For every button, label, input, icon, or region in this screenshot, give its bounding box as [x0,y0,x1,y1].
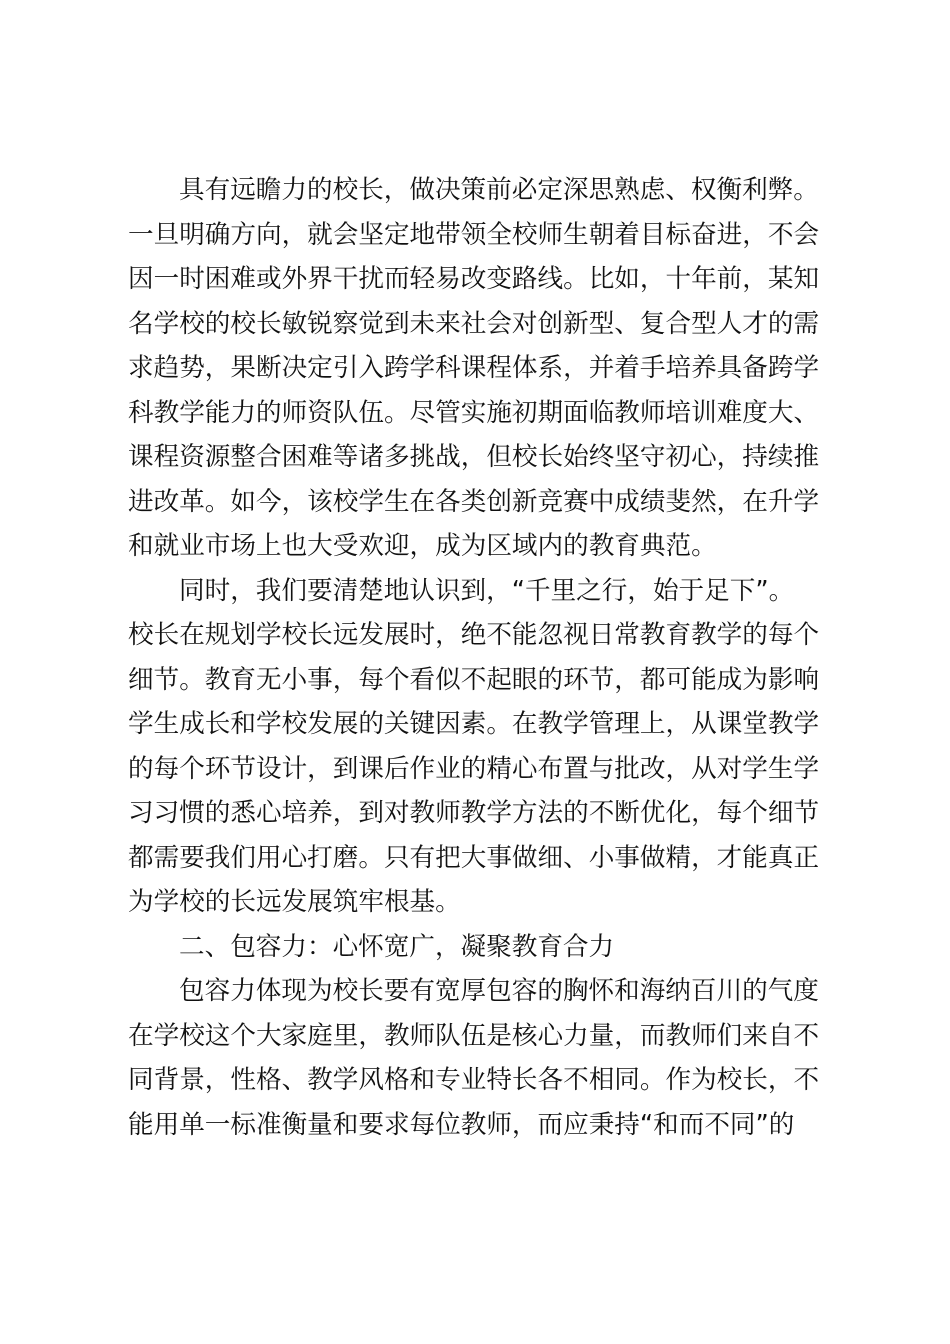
text-line: 具有远瞻力的校长，做决策前必定深思熟虑、权衡利弊。 [179,175,819,205]
text-line: 同时，我们要清楚地认识到，“千里之行，始于足下”。 [179,575,795,606]
text-line: 为学校的长远发展筑牢根基。 [128,887,461,917]
text-line: 校长在规划学校长远发展时，绝不能忽视日常教育教学的每个 [128,620,820,650]
text-line: 包容力体现为校长要有宽厚包容的胸怀和海纳百川的气度 [179,976,819,1006]
text-line: 在学校这个大家庭里，教师队伍是核心力量，而教师们来自不 [128,1020,820,1051]
text-line: 习习惯的悉心培养，到对教师教学方法的不断优化，每个细节 [128,798,820,828]
text-line: 同背景，性格、教学风格和专业特长各不相同。作为校长，不 [128,1065,820,1095]
text-line: 都需要我们用心打磨。只有把大事做细、小事做精，才能真正 [128,842,820,873]
paragraph-vision-decision [128,168,832,569]
text-line: 课程资源整合困难等诸多挑战，但校长始终坚守初心，持续推 [128,442,820,472]
paragraph-daily-details [128,569,832,925]
text-line: 名学校的校长敏锐察觉到未来社会对创新型、复合型人才的需 [128,308,820,339]
section-heading [128,925,832,970]
text-line: 一旦明确方向，就会坚定地带领全校师生朝着目标奋进，不会 [128,219,820,250]
text-line: 学生成长和学校发展的关键因素。在教学管理上，从课堂教学 [128,709,820,739]
text-line: 求趋势，果断决定引入跨学科课程体系，并着手培养具备跨学 [128,353,820,383]
paragraph-inclusiveness [128,969,832,1147]
text-line: 细节。教育无小事，每个看似不起眼的环节，都可能成为影响 [128,664,820,695]
text-line: 的每个环节设计，到课后作业的精心布置与批改，从对学生学 [128,753,820,784]
text-line: 进改革。如今，该校学生在各类创新竞赛中成绩斐然，在升学 [128,486,820,517]
text-line: 科教学能力的师资队伍。尽管实施初期面临教师培训难度大、 [128,397,820,428]
document-body [128,168,832,1147]
text-line: 因一时困难或外界干扰而轻易改变路线。比如，十年前，某知 [128,264,820,294]
section-heading-text: 二、包容力：心怀宽广，凝聚教育合力 [179,931,615,962]
text-line: 能用单一标准衡量和要求每位教师，而应秉持“和而不同”的 [128,1109,795,1140]
text-line: 和就业市场上也大受欢迎，成为区域内的教育典范。 [128,531,717,561]
